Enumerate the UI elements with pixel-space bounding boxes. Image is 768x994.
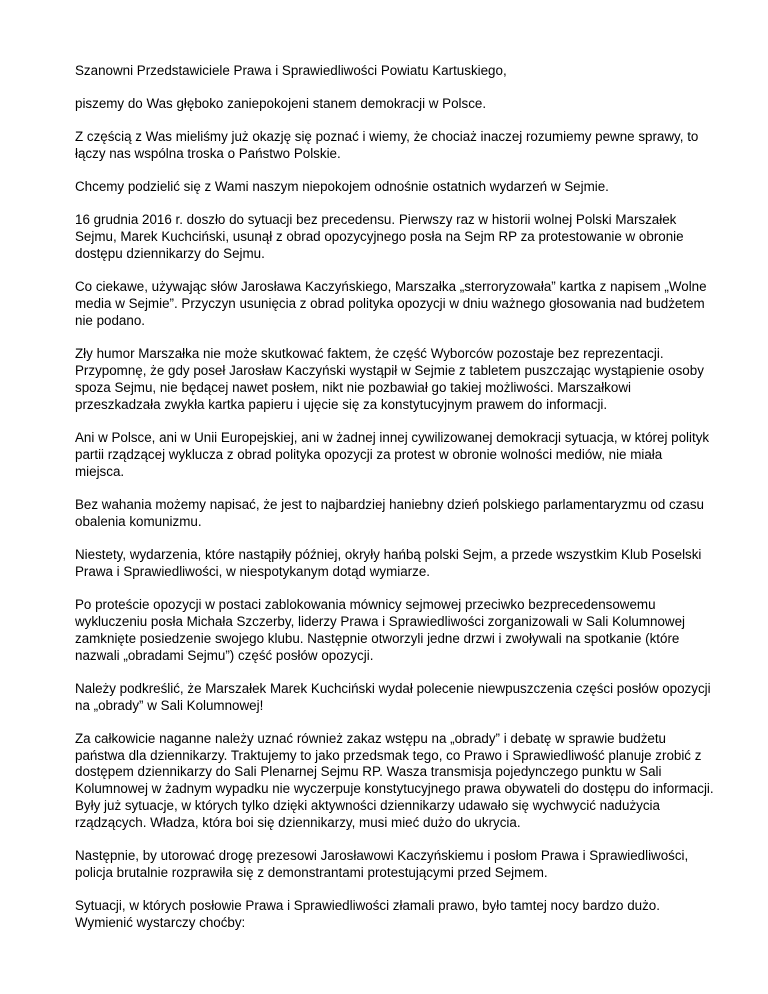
letter-body <box>75 63 715 948</box>
paragraph: Chcemy podzielić się z Wami naszym niepokojem odnośnie ostatnich wydarzeń w Sejmie. <box>75 179 609 195</box>
paragraph: Co ciekawe, używając słów Jarosława Kaczyńskiego, Marszałka „sterroryzowała” kartka z napisem „Wolne media w Sejmie”. Przyczyn usunięcia z obrad polityka opozycji w dniu ważnego głosowania nad budżetem nie podano. <box>75 279 707 328</box>
paragraph: Ani w Polsce, ani w Unii Europejskiej, ani w żadnej innej cywilizowanej demokracji sytuacja, w której polityk partii rządzącej wyklucza z obrad polityka opozycji za protest w obronie wolności mediów, nie miała miejsca. <box>75 429 710 479</box>
paragraph: Sytuacji, w których posłowie Prawa i Sprawiedliwości złamali prawo, było tamtej nocy bardzo dużo. Wymienić wystarczy choćby: <box>75 898 660 931</box>
paragraph: Bez wahania możemy napisać, że jest to najbardziej haniebny dzień polskiego parlamentaryzmu od czasu obalenia komunizmu. <box>75 496 704 529</box>
letter-salutation: Szanowni Przedstawiciele Prawa i Sprawiedliwości Powiatu Kartuskiego, <box>75 63 507 78</box>
paragraph: Zły humor Marszałka nie może skutkować faktem, że część Wyborców pozostaje bez reprezentacji. Przypomnę, że gdy poseł Jarosław Kaczyński wystąpił w Sejmie z tabletem puszczając wystąpienie osoby spoza Sejmu, nie będącej nawet posłem, nikt nie pozbawiał go takiej możliwości. Marszałkowi przeszkadzała zwykła kartka papieru i ujęcie się za konstytucyjnym prawem do informacji. <box>75 346 704 412</box>
paragraph: piszemy do Was głęboko zaniepokojeni stanem demokracji w Polsce. <box>75 96 487 112</box>
paragraph: Za całkowicie naganne należy uznać również zakaz wstępu na „obrady” i debatę w sprawie budżetu państwa dla dziennikarzy. Traktujemy to jako przedsmak tego, co Prawo i Sprawiedliwość planuje zrobić z dostępem dziennikarzy do Sali Plenarnej Sejmu RP. Wasza transmisja pojedynczego punktu w Sali Kolumnowej w żadnym wypadku nie wyczerpuje konstytucyjnego prawa obywateli do dostępu do informacji. Były już sytuacje, w których tylko dzięki aktywności dziennikarzy udawało się wychwycić nadużycia rządzących. Władza, która boi się dziennikarzy, musi mieć dużo do ukrycia. <box>75 730 714 831</box>
paragraph: 16 grudnia 2016 r. doszło do sytuacji bez precedensu. Pierwszy raz w historii wolnej Polski Marszałek Sejmu, Marek Kuchciński, usunął z obrad opozycyjnego posła na Sejm RP za protestowanie w obronie dostępu dziennikarzy do Sejmu. <box>75 212 684 262</box>
paragraph: Niestety, wydarzenia, które nastąpiły później, okryły hańbą polski Sejm, a przede wszystkim Klub Poselski Prawa i Sprawiedliwości, w niespotykanym dotąd wymiarze. <box>75 546 702 579</box>
paragraph: Po proteście opozycji w postaci zablokowania mównicy sejmowej przeciwko bezprecedensowemu wykluczeniu posła Michała Szczerby, liderzy Prawa i Sprawiedliwości zorganizowali w Sali Kolumnowej zamknięte posiedzenie swojego klubu. Następnie otworzyli jedne drzwi i zwoływali na spotkanie (które nazwali „obradami Sejmu”) część posłów opozycji. <box>75 596 686 663</box>
paragraph: Następnie, by utorować drogę prezesowi Jarosławowi Kaczyńskiemu i posłom Prawa i Sprawiedliwości, policja brutalnie rozprawiła się z demonstrantami protestującymi przed Sejmem. <box>75 848 689 881</box>
paragraph: Z częścią z Was mieliśmy już okazję się poznać i wiemy, że chociaż inaczej rozumiemy pewne sprawy, to łączy nas wspólna troska o Państwo Polskie. <box>75 129 699 162</box>
paragraph: Należy podkreślić, że Marszałek Marek Kuchciński wydał polecenie niewpuszczenia części posłów opozycji na „obrady” w Sali Kolumnowej! <box>75 680 711 713</box>
